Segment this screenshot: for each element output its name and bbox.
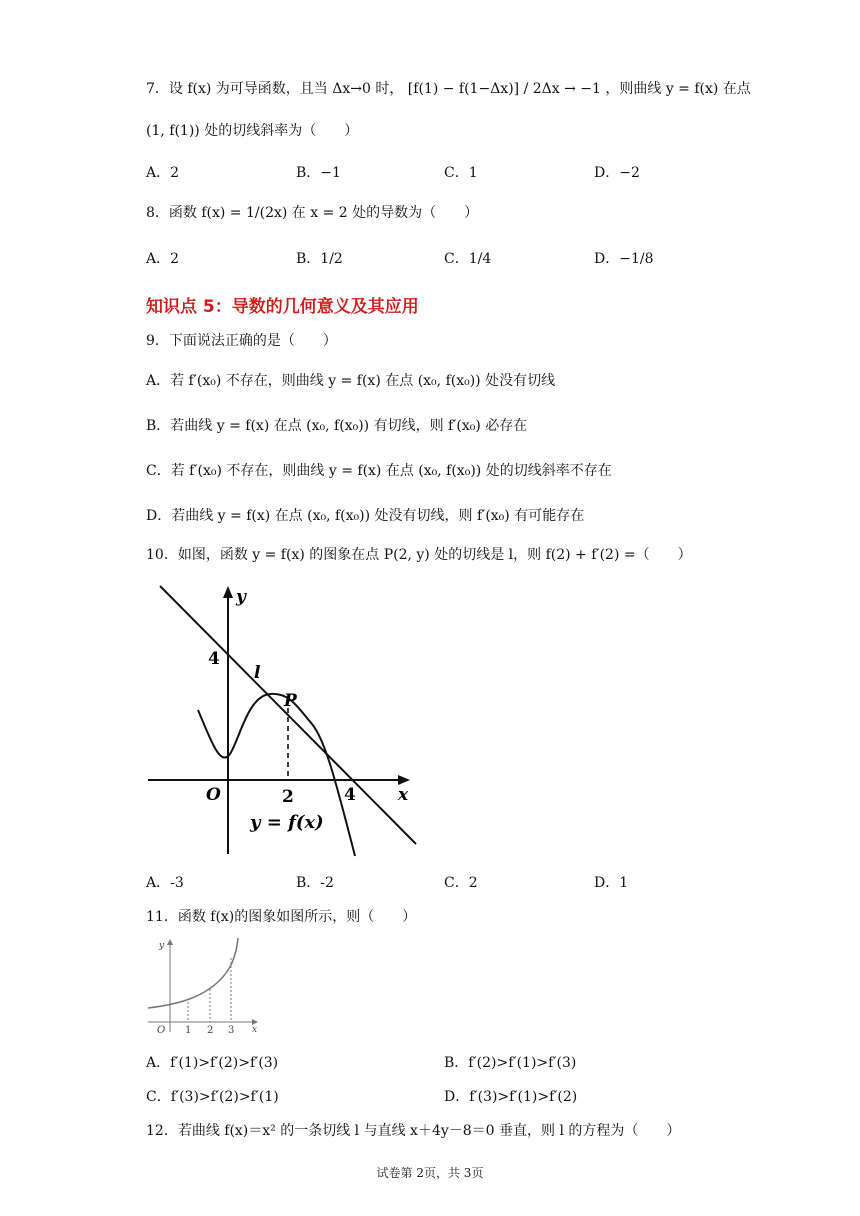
q10-x-tick-4: 4	[344, 785, 356, 805]
q11-text: 11．函数 f(x)的图象如图所示，则（ ）	[146, 909, 417, 925]
q9-option-a[interactable]: A．若 f′(x₀) 不存在，则曲线 y = f(x) 在点 (x₀, f(x₀)) 处没有切线	[146, 373, 556, 389]
q10-x-arrow	[398, 775, 410, 785]
q8-option-c[interactable]: C．1/4	[444, 251, 492, 267]
q11-x-label: x	[252, 1025, 258, 1035]
section-heading: 知识点 5：导数的几何意义及其应用	[146, 297, 419, 317]
q11-origin-label: O	[157, 1025, 166, 1036]
page-footer: 试卷第 2页，共 3页	[376, 1166, 484, 1180]
q7-option-b[interactable]: B．−1	[296, 165, 341, 181]
q10-y-arrow	[223, 586, 233, 598]
q11-tick-2: 2	[207, 1025, 214, 1036]
q7-option-c[interactable]: C．1	[444, 165, 478, 181]
q7-text: 7．设 f(x) 为可导函数，且当 Δx→0 时， [f(1) − f(1−Δx)] / 2Δx → −1 ，则曲线 y = f(x) 在点	[146, 81, 751, 97]
q12-text: 12．若曲线 f(x)＝x² 的一条切线 l 与直线 x＋4y－8＝0 垂直，则 l 的方程为（ ）	[146, 1123, 681, 1139]
q9-option-d[interactable]: D．若曲线 y = f(x) 在点 (x₀, f(x₀)) 处没有切线，则 f′(x₀) 有可能存在	[146, 508, 585, 524]
q10-origin-label: O	[206, 785, 221, 805]
q11-y-arrow	[167, 939, 173, 945]
q10-option-d[interactable]: D．1	[594, 875, 629, 891]
q10-curve-label: y = f(x)	[250, 812, 324, 833]
q9-text: 9．下面说法正确的是（ ）	[146, 333, 337, 349]
q9-option-b[interactable]: B．若曲线 y = f(x) 在点 (x₀, f(x₀)) 有切线，则 f′(x₀) 必存在	[146, 418, 528, 434]
q10-option-b[interactable]: B．-2	[296, 875, 334, 891]
q10-line-label: l	[254, 663, 261, 683]
q10-option-a[interactable]: A．-3	[146, 875, 184, 891]
q8-text: 8．函数 f(x) = 1/(2x) 在 x = 2 处的导数为（ ）	[146, 205, 479, 221]
q11-option-b[interactable]: B．f′(2)>f′(1)>f′(3)	[444, 1055, 577, 1071]
q11-option-c[interactable]: C．f′(3)>f′(2)>f′(1)	[146, 1089, 279, 1105]
q11-tick-1: 1	[185, 1025, 192, 1036]
q8-option-d[interactable]: D．−1/8	[594, 251, 654, 267]
q8-option-b[interactable]: B．1/2	[296, 251, 343, 267]
q8-option-a[interactable]: A．2	[146, 251, 180, 267]
q10-text: 10．如图，函数 y = f(x) 的图象在点 P(2, y) 处的切线是 l，则 f(2) + f′(2) =（ ）	[146, 547, 692, 563]
q9-option-c[interactable]: C．若 f′(x₀) 不存在，则曲线 y = f(x) 在点 (x₀, f(x₀)) 处的切线斜率不存在	[146, 463, 612, 479]
q10-option-c[interactable]: C．2	[444, 875, 478, 891]
q11-figure	[142, 934, 268, 1036]
q7-text-cont: (1, f(1)) 处的切线斜率为（ ）	[146, 123, 359, 139]
q11-tick-3: 3	[228, 1025, 235, 1036]
q10-x-tick-2: 2	[282, 787, 294, 807]
q10-y-label: y	[236, 587, 246, 607]
q7-option-d[interactable]: D．−2	[594, 165, 640, 181]
q10-y-tick-4: 4	[208, 649, 220, 669]
q11-y-label: y	[159, 941, 165, 951]
q10-figure	[140, 578, 430, 860]
q7-option-a[interactable]: A．2	[146, 165, 180, 181]
q10-point-label: P	[284, 691, 297, 711]
q10-x-label: x	[398, 785, 409, 805]
q11-option-d[interactable]: D．f′(3)>f′(1)>f′(2)	[444, 1089, 578, 1105]
q11-option-a[interactable]: A．f′(1)>f′(2)>f′(3)	[146, 1055, 279, 1071]
